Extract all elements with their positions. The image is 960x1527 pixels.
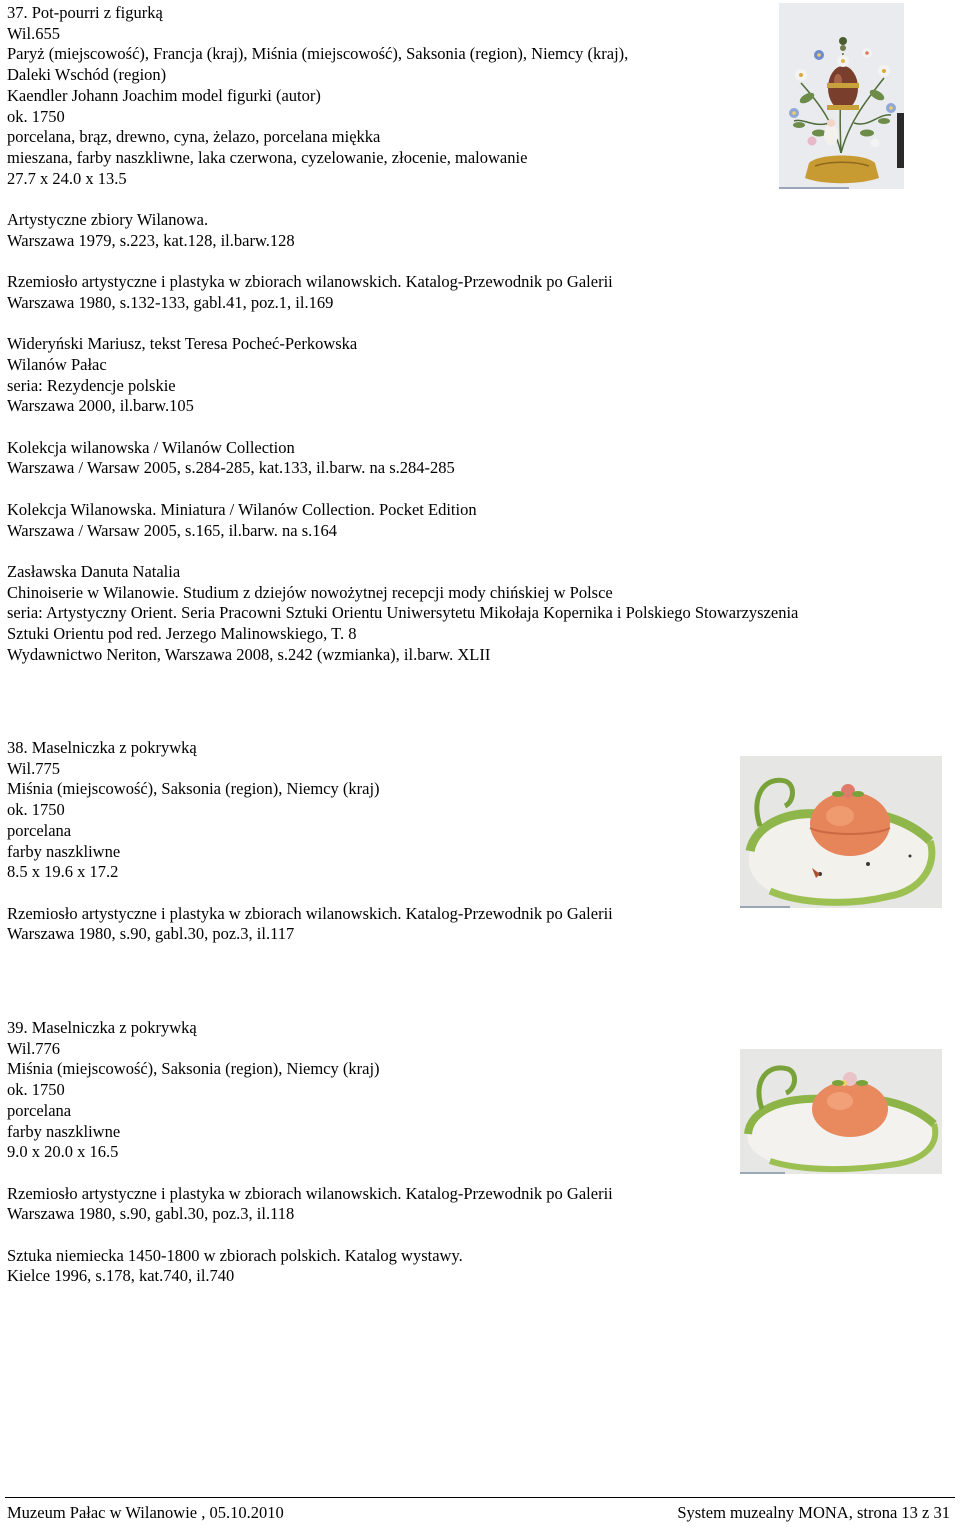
detail-line: ok. 1750 [7, 1080, 65, 1100]
bibliography-item [7, 334, 798, 417]
inventory-number: Wil.776 [7, 1038, 60, 1058]
detail-line: Miśnia (miejscowość), Saksonia (region), Niemcy (kraj) [7, 779, 380, 799]
detail-line: 27.7 x 24.0 x 13.5 [7, 168, 127, 188]
entry-header [7, 3, 798, 189]
bibliography-item [7, 1246, 613, 1287]
butter-dish-illustration [740, 756, 942, 908]
entry-header [7, 1018, 613, 1163]
bibliography-line: Warszawa 1980, s.90, gabl.30, poz.3, il.118 [7, 1204, 295, 1224]
bibliography-item [7, 500, 798, 541]
detail-line: ok. 1750 [7, 800, 65, 820]
detail-line: Daleki Wschód (region) [7, 65, 167, 85]
entry-title: 38. Maselniczka z pokrywką [7, 738, 197, 757]
bibliography-line: Warszawa / Warsaw 2005, s.165, il.barw. na s.164 [7, 520, 338, 540]
object-photo-butter-dish-776 [740, 1049, 942, 1174]
bibliography-item [7, 438, 798, 479]
detail-line: farby naszkliwne [7, 1121, 121, 1141]
bibliography-line: Sztuka niemiecka 1450-1800 w zbiorach polskich. Katalog wystawy. [7, 1245, 463, 1265]
bibliography-line: Warszawa 1980, s.132-133, gabl.41, poz.1, il.169 [7, 292, 334, 312]
catalog-entry-37 [7, 3, 798, 665]
catalog-entry-38 [7, 738, 613, 945]
butter-dish-illustration [740, 1049, 942, 1174]
detail-line: ok. 1750 [7, 106, 65, 126]
bibliography-item [7, 904, 613, 945]
bibliography-line: Warszawa 1980, s.90, gabl.30, poz.3, il.117 [7, 924, 295, 944]
bibliography-line: Sztuki Orientu pod red. Jerzego Malinowskiego, T. 8 [7, 624, 357, 643]
bibliography-line: seria: Rezydencje polskie [7, 375, 176, 395]
entry-title: 37. Pot-pourri z figurką [7, 3, 163, 22]
detail-line: porcelana, brąz, drewno, cyna, żelazo, porcelana miękka [7, 127, 381, 147]
detail-line: mieszana, farby naszkliwne, laka czerwona, cyzelowanie, złocenie, malowanie [7, 147, 528, 167]
bibliography-line: Rzemiosło artystyczne i plastyka w zbiorach wilanowskich. Katalog-Przewodnik po Galerii [7, 1183, 613, 1203]
inventory-number: Wil.655 [7, 23, 60, 43]
bibliography-item [7, 272, 798, 313]
bibliography-line: Warszawa 2000, il.barw.105 [7, 396, 194, 416]
bibliography-line: Artystyczne zbiory Wilanowa. [7, 210, 209, 230]
bibliography-line: seria: Artystyczny Orient. Seria Pracowni Sztuki Orientu Uniwersytetu Mikołaja Kopernika i Polskiego Stowarzyszenia [7, 603, 799, 623]
inventory-number: Wil.775 [7, 758, 60, 778]
pot-pourri-illustration [779, 3, 904, 189]
object-photo-butter-dish-775 [740, 756, 942, 908]
bibliography-item [7, 1184, 613, 1225]
entry-header [7, 738, 613, 883]
bibliography-line: Zasławska Danuta Natalia [7, 561, 181, 581]
bibliography-line: Kielce 1996, s.178, kat.740, il.740 [7, 1266, 235, 1286]
detail-line: porcelana [7, 820, 72, 840]
bibliography-line: Chinoiserie w Wilanowie. Studium z dziejów nowożytnej recepcji mody chińskiej w Polsce [7, 582, 613, 602]
bibliography-item [7, 210, 798, 251]
bibliography-line: Warszawa / Warsaw 2005, s.284-285, kat.133, il.barw. na s.284-285 [7, 458, 455, 478]
detail-line: 8.5 x 19.6 x 17.2 [7, 862, 119, 882]
bibliography-line: Rzemiosło artystyczne i plastyka w zbiorach wilanowskich. Katalog-Przewodnik po Galerii [7, 272, 613, 292]
bibliography-line: Warszawa 1979, s.223, kat.128, il.barw.128 [7, 230, 295, 250]
catalog-entry-39 [7, 1018, 613, 1287]
bibliography-line: Kolekcja Wilanowska. Miniatura / Wilanów Collection. Pocket Edition [7, 499, 477, 519]
detail-line: Paryż (miejscowość), Francja (kraj), Miśnia (miejscowość), Saksonia (region), Niemcy (kraj), [7, 44, 629, 64]
bibliography-line: Kolekcja wilanowska / Wilanów Collection [7, 437, 295, 457]
bibliography-item [7, 562, 798, 666]
bibliography-line: Rzemiosło artystyczne i plastyka w zbiorach wilanowskich. Katalog-Przewodnik po Galerii [7, 903, 613, 923]
object-photo-pot-pourri [779, 3, 904, 189]
bibliography-line: Wideryński Mariusz, tekst Teresa Pocheć-Perkowska [7, 334, 358, 354]
detail-line: porcelana [7, 1100, 72, 1120]
detail-line: farby naszkliwne [7, 841, 121, 861]
entry-title: 39. Maselniczka z pokrywką [7, 1018, 197, 1037]
footer-museum-date: Muzeum Pałac w Wilanowie , 05.10.2010 [7, 1503, 284, 1522]
footer-page-number: System muzealny MONA, strona 13 z 31 [677, 1503, 950, 1522]
bibliography-line: Wilanów Pałac [7, 354, 107, 374]
detail-line: Kaendler Johann Joachim model figurki (autor) [7, 85, 321, 105]
footer-divider [5, 1497, 955, 1498]
bibliography-line: Wydawnictwo Neriton, Warszawa 2008, s.242 (wzmianka), il.barw. XLII [7, 644, 491, 664]
detail-line: Miśnia (miejscowość), Saksonia (region), Niemcy (kraj) [7, 1059, 380, 1079]
detail-line: 9.0 x 20.0 x 16.5 [7, 1142, 119, 1162]
